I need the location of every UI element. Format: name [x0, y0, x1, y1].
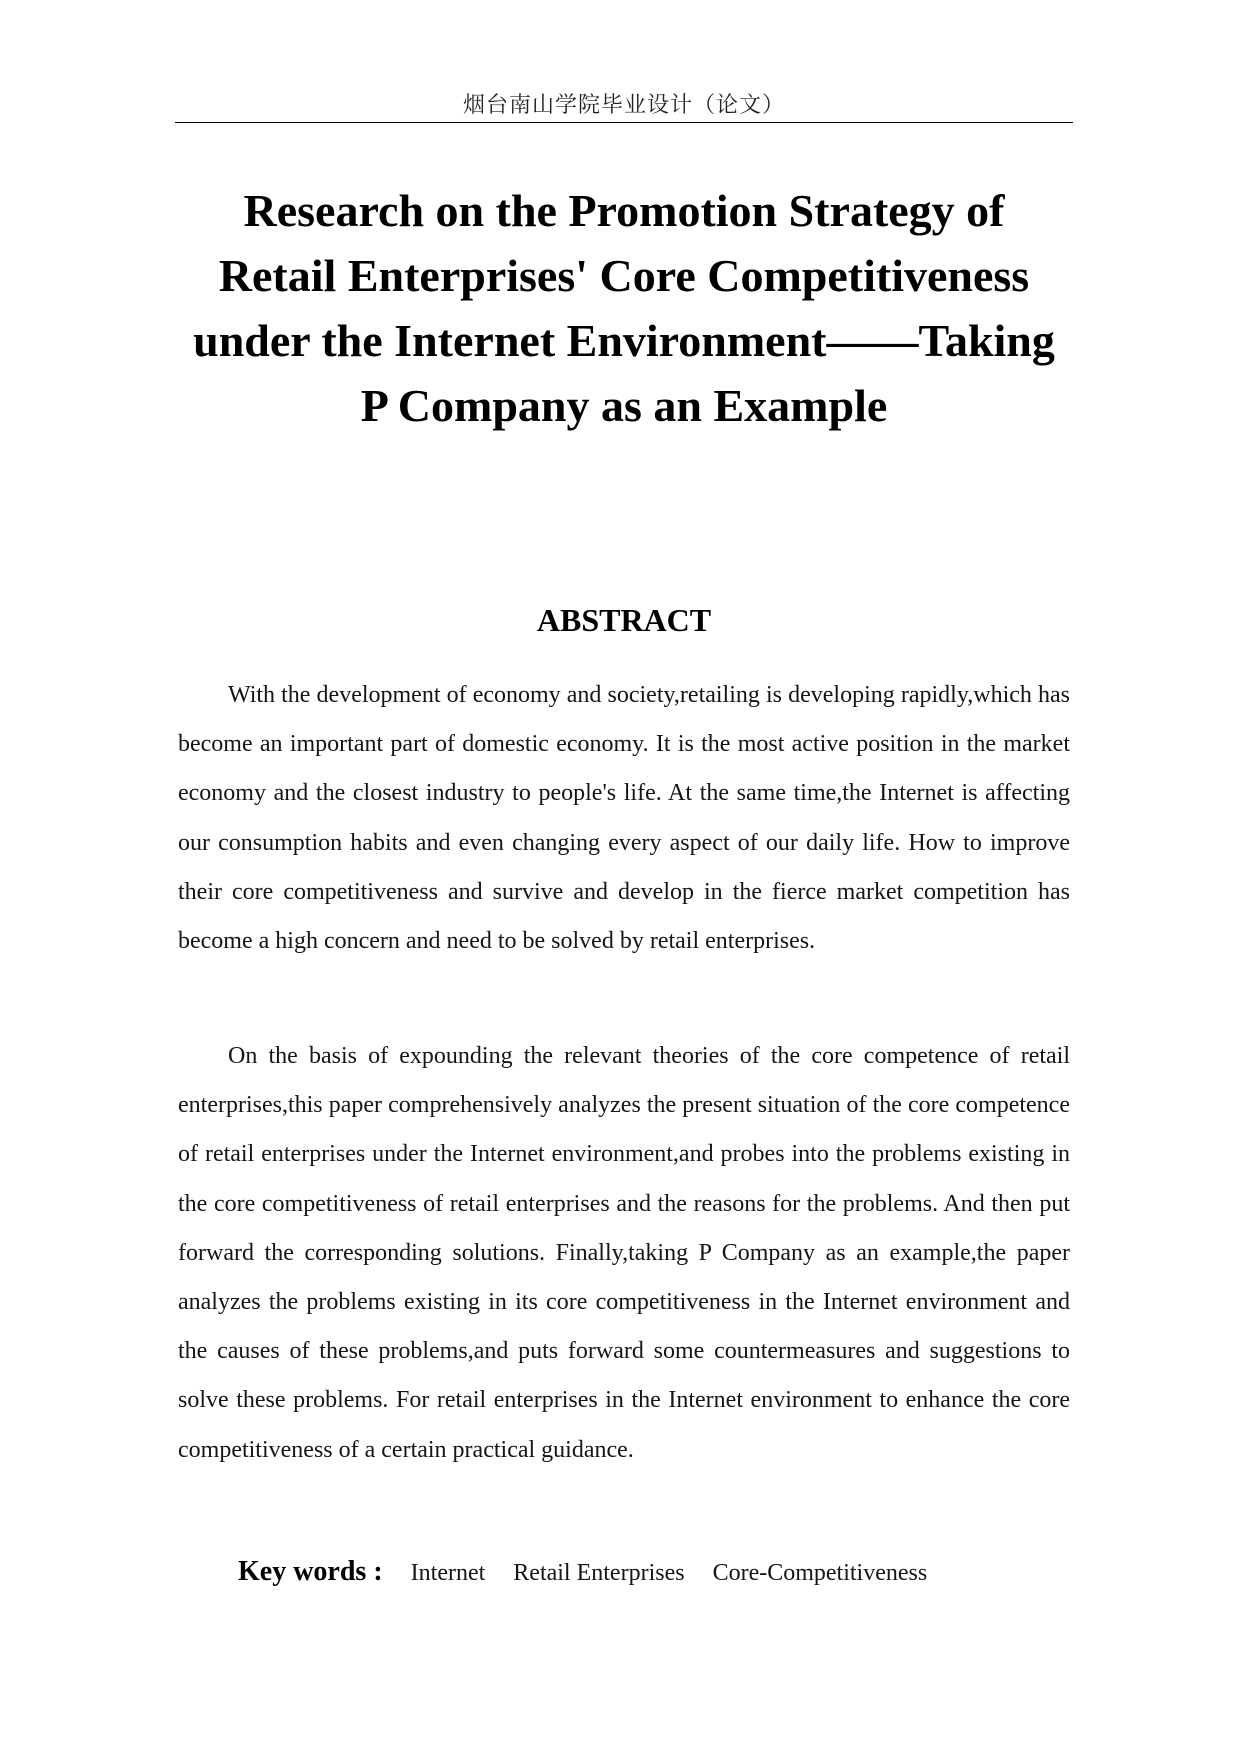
- keyword: Core-Competitiveness: [712, 1560, 928, 1586]
- header-rule: [175, 122, 1073, 123]
- title-line: P Company as an Example: [360, 380, 888, 431]
- abstract-heading: ABSTRACT: [536, 602, 712, 638]
- abstract-paragraph: On the basis of expounding the relevant theories of the core competence of retail enterprises,this paper comprehensively analyzes the present situation of the core competence of retail enterprises under the Internet environment,and probes into the problems existing in the core competitiveness of retail enterprises and the reasons for the problems. And then put forward the corresponding solutions. Finally,taking P Company as an example,the paper analyzes the problems existing in its core competitiveness in the Internet environment and the causes of these problems,and puts forward some countermeasures and suggestions to solve these problems. For retail enterprises in the Internet environment to enhance the core competitiveness of a certain practical guidance.: [178, 1043, 1070, 1463]
- paper-title: [160, 178, 1088, 438]
- keyword: Internet: [410, 1560, 486, 1586]
- title-line: Retail Enterprises' Core Competitiveness: [218, 250, 1030, 301]
- keywords-line: [238, 1552, 1068, 1593]
- title-line: under the Internet Environment——Taking: [193, 315, 1055, 366]
- page-header: 烟台南山学院毕业设计（论文）: [462, 93, 785, 118]
- title-line: Research on the Promotion Strategy of: [243, 185, 1005, 236]
- abstract-paragraph: With the development of economy and society,retailing is developing rapidly,which has become an important part of domestic economy. It is the most active position in the market economy and the closest industry to people's life. At the same time,the Internet is affecting our consumption habits and even changing every aspect of our daily life. How to improve their core competitiveness and survive and develop in the fierce market competition has become a high concern and need to be solved by retail enterprises.: [178, 682, 1070, 955]
- keyword: Retail Enterprises: [513, 1560, 685, 1586]
- keywords-label: Key words :: [238, 1556, 383, 1587]
